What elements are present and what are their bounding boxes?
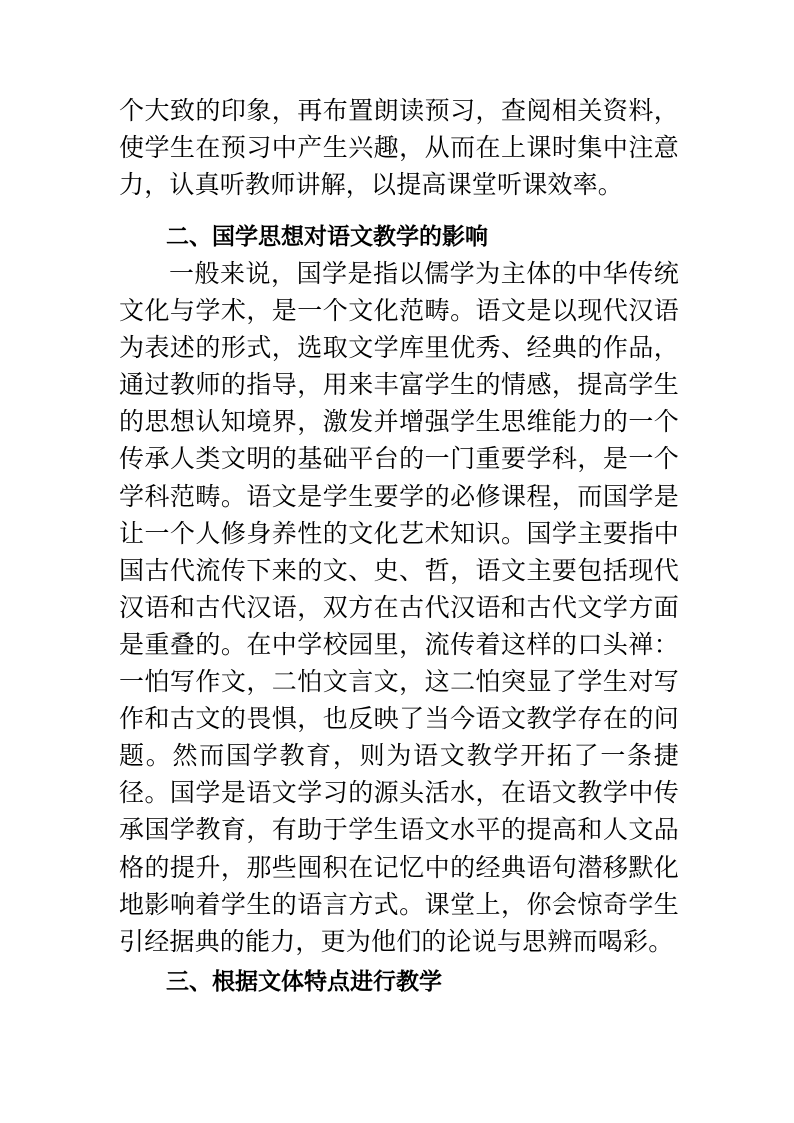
section-2-paragraph: 一般来说，国学是指以儒学为主体的中华传统文化与学术，是一个文化范畴。语文是以现代汉语为表述的形式，选取文学库里优秀、经典的作品，通过教师的指导，用来丰富学生的情感，提高学生的思想认知境界，激发并增强学生思维能力的一个传承人类文明的基础平台的一门重要学科，是一个学科范畴。语文是学生要学的必修课程，而国学是让一个人修身养性的文化艺术知识。国学主要指中国古代流传下来的文、史、哲，语文主要包括现代汉语和古代汉语，双方在古代汉语和古代文学方面是重叠的。在中学校园里，流传着这样的口头禅：一怕写作文，二怕文言文，这二怕突显了学生对写作和古文的畏惧，也反映了当今语文教学存在的问题。然而国学教育，则为语文教学开拓了一条捷径。国学是语文学习的源头活水，在语文教学中传承国学教育，有助于学生语文水平的提高和人文品格的提升，那些囤积在记忆中的经典语句潜移默化地影响着学生的语言方式。课堂上，你会惊奇学生引经据典的能力，更为他们的论说与思辨而喝彩。 — [119, 259, 679, 956]
section-2-heading: 二、国学思想对语文教学的影响 — [166, 223, 488, 250]
continuation-paragraph: 个大致的印象，再布置朗读预习，查阅相关资料，使学生在预习中产生兴趣，从而在上课时集中注意力，认真听教师讲解，以提高课堂听课效率。 — [119, 96, 679, 200]
section-3-heading: 三、根据文体特点进行教学 — [166, 968, 442, 995]
